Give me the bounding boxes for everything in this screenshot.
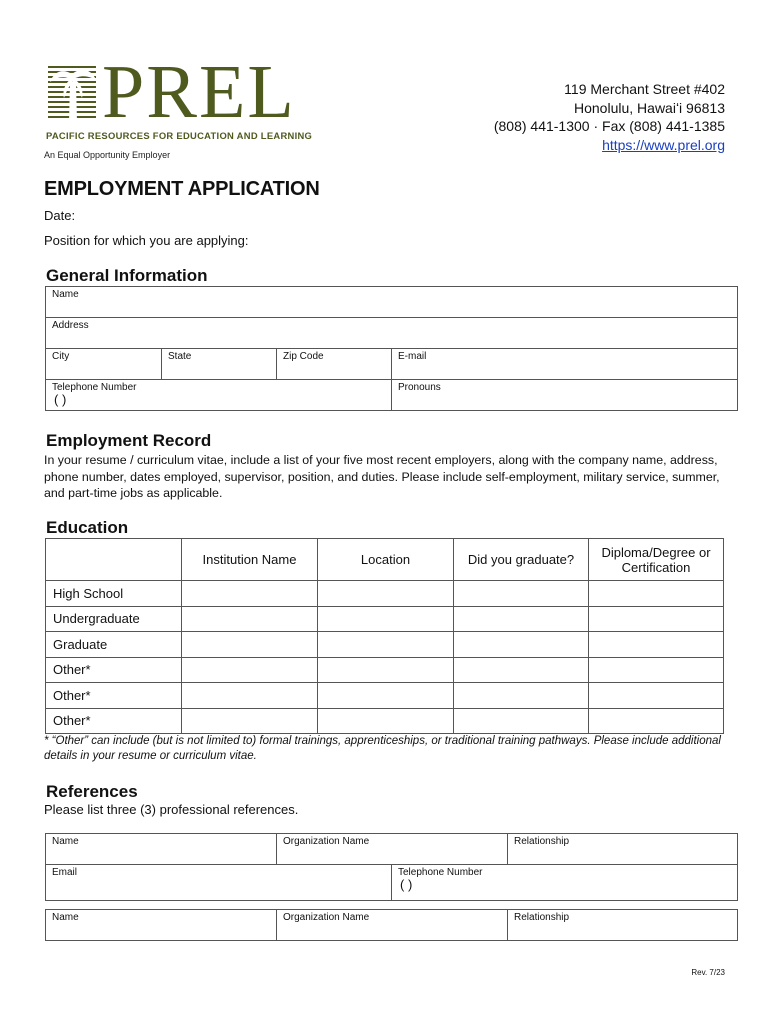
row-label-graduate: Graduate [46, 632, 182, 658]
logo-tagline: PACIFIC RESOURCES FOR EDUCATION AND LEARNING [46, 130, 313, 141]
equal-opportunity-text: An Equal Opportunity Employer [44, 150, 171, 160]
date-field[interactable]: Date: [44, 208, 76, 223]
table-cell[interactable] [318, 708, 454, 734]
ref1-org-field-cont[interactable] [392, 834, 508, 865]
ref1-telephone-field[interactable] [392, 865, 738, 901]
ref2-relationship-field[interactable] [508, 910, 738, 941]
row-label-other-1: Other* [46, 657, 182, 683]
state-field[interactable] [162, 349, 277, 380]
row-label-other-2: Other* [46, 683, 182, 709]
education-header-blank [46, 539, 182, 581]
website-link[interactable]: https://www.prel.org [602, 136, 725, 153]
ref2-name-label: Name [52, 912, 79, 923]
contact-address [494, 80, 725, 154]
col-location: Location [318, 539, 454, 581]
table-cell[interactable] [589, 683, 724, 709]
state-label: State [168, 351, 192, 362]
zip-field[interactable] [277, 349, 392, 380]
city-label: City [52, 351, 70, 362]
name-field[interactable] [46, 287, 738, 318]
table-cell[interactable] [589, 632, 724, 658]
table-cell[interactable] [454, 606, 589, 632]
palm-tree-icon [46, 62, 100, 124]
pronouns-label: Pronouns [398, 382, 441, 393]
table-cell[interactable] [454, 581, 589, 607]
general-info-heading: General Information [46, 266, 208, 285]
table-cell[interactable] [318, 632, 454, 658]
telephone-label: Telephone Number [52, 382, 137, 393]
row-label-undergraduate: Undergraduate [46, 606, 182, 632]
table-cell[interactable] [182, 581, 318, 607]
table-cell[interactable] [182, 683, 318, 709]
ref1-email-field[interactable] [46, 865, 392, 901]
table-cell[interactable] [589, 581, 724, 607]
table-cell[interactable] [454, 683, 589, 709]
zip-label: Zip Code [283, 351, 324, 362]
table-cell[interactable] [589, 657, 724, 683]
table-cell[interactable] [454, 657, 589, 683]
ref2-name-field[interactable] [46, 910, 277, 941]
table-cell[interactable] [318, 581, 454, 607]
reference-table-1 [45, 833, 738, 901]
ref1-relationship-field[interactable] [508, 834, 738, 865]
col-institution: Institution Name [182, 539, 318, 581]
email-field[interactable] [392, 349, 738, 380]
table-cell[interactable] [318, 683, 454, 709]
row-label-high-school: High School [46, 581, 182, 607]
ref1-org-label: Organization Name [283, 836, 370, 847]
col-graduate: Did you graduate? [454, 539, 589, 581]
table-cell[interactable] [182, 632, 318, 658]
telephone-field[interactable] [46, 380, 392, 411]
references-heading: References [46, 782, 138, 801]
pronouns-field[interactable] [392, 380, 738, 411]
telephone-parens: ( ) [54, 392, 67, 407]
col-diploma: Diploma/Degree or Certification [589, 539, 724, 581]
ref1-org-field[interactable] [277, 834, 392, 865]
position-field[interactable]: Position for which you are applying: [44, 233, 249, 248]
prel-logo [46, 50, 316, 144]
education-table [45, 538, 724, 734]
reference-table-2 [45, 909, 738, 941]
education-heading: Education [46, 518, 129, 537]
email-label: E-mail [398, 351, 427, 362]
revision-footer: Rev. 7/23 [691, 968, 725, 977]
address-phone-fax: (808) 441-1300 · Fax (808) 441-1385 [493, 118, 725, 134]
ref2-org-field[interactable] [277, 910, 508, 941]
city-field[interactable] [46, 349, 162, 380]
general-info-table [45, 286, 738, 411]
table-cell[interactable] [589, 708, 724, 734]
address-field[interactable] [46, 318, 738, 349]
page-title: EMPLOYMENT APPLICATION [44, 178, 320, 200]
ref2-relationship-label: Relationship [514, 912, 570, 923]
table-cell[interactable] [318, 657, 454, 683]
ref1-name-field[interactable] [46, 834, 277, 865]
address-city: Honolulu, Hawaiʻi 96813 [574, 99, 725, 116]
table-cell[interactable] [454, 632, 589, 658]
logo-wordmark: PREL [102, 50, 296, 134]
table-cell[interactable] [182, 708, 318, 734]
ref1-telephone-label: Telephone Number [398, 867, 483, 878]
ref1-email-label: Email [52, 867, 78, 878]
employment-text: In your resume / curriculum vitae, include a list of your five most recent employers, along with the company name, address, phone number, dates employed, supervisor, position, and duties. Please include self-employment, military service, summer, and part-time jobs as applicable. [44, 453, 720, 500]
employment-heading: Employment Record [46, 431, 212, 450]
ref1-relationship-label: Relationship [514, 836, 570, 847]
education-note: * “Other” can include (but is not limited to) formal trainings, apprenticeships, or traditional training pathways. Please include additional details in your resume or curriculum vitae. [44, 735, 721, 762]
address-street: 119 Merchant Street #402 [564, 81, 725, 97]
table-cell[interactable] [182, 657, 318, 683]
row-label-other-3: Other* [46, 708, 182, 734]
table-cell[interactable] [318, 606, 454, 632]
table-cell[interactable] [182, 606, 318, 632]
name-label: Name [52, 289, 79, 300]
ref2-org-label: Organization Name [283, 912, 370, 923]
table-cell[interactable] [454, 708, 589, 734]
address-label: Address [52, 320, 89, 331]
ref1-name-label: Name [52, 836, 79, 847]
table-cell[interactable] [589, 606, 724, 632]
ref1-telephone-parens: ( ) [400, 877, 413, 892]
references-instruction: Please list three (3) professional references. [44, 802, 299, 817]
